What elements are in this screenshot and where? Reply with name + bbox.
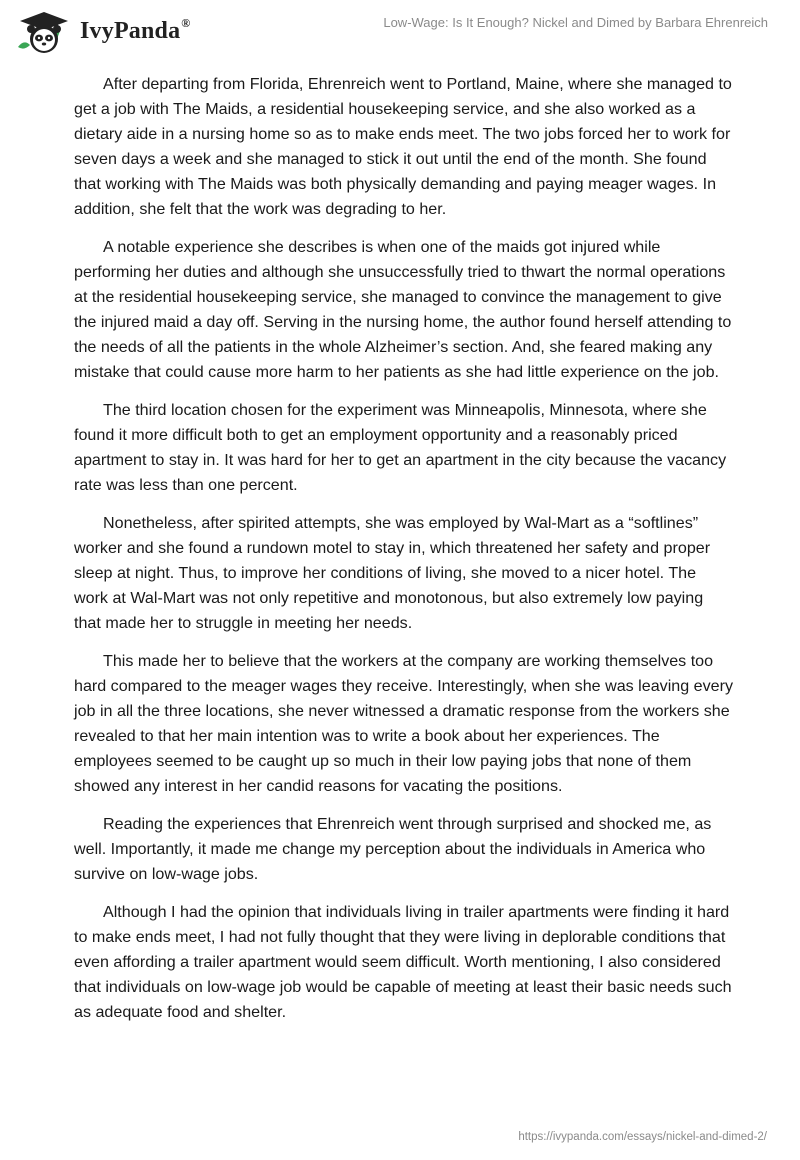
- paragraph: This made her to believe that the workers at the company are working themselves too hard compared to the meager wages they receive. Interestingly, when she was leaving every job in all the three locations, she never witnessed a dramatic response from the workers she revealed to that her main intention was to write a book about her experiences. The employees seemed to be caught up so much in their low paying jobs that none of them showed any interest in her candid reasons for vacating the positions.: [74, 652, 734, 795]
- paragraph: After departing from Florida, Ehrenreich went to Portland, Maine, where she managed to get a job with The Maids, a residential housekeeping service, and she also worked as a dietary aide in a nursing home so as to make ends meet. The two jobs forced her to work for seven days a week and she managed to stick it out until the end of the month. She found that working with The Maids was both physically demanding and paying meager wages. In addition, she felt that the work was degrading to her.: [74, 75, 732, 218]
- document-title: Low-Wage: Is It Enough? Nickel and Dimed by Barbara Ehrenreich: [383, 15, 768, 30]
- brand-text: IvyPanda: [80, 18, 181, 44]
- paragraph: The third location chosen for the experiment was Minneapolis, Minnesota, where she found it more difficult both to get an employment opportunity and a reasonably priced apartment to stay in. It was hard for her to get an apartment in the city because the vacancy rate was less than one percent.: [74, 401, 727, 494]
- page-header: [0, 0, 800, 70]
- brand-name[interactable]: [80, 18, 190, 45]
- essay-body: [74, 72, 734, 1038]
- source-url-link[interactable]: https://ivypanda.com/essays/nickel-and-dimed-2/: [518, 1131, 767, 1143]
- registered-mark: ®: [181, 16, 191, 30]
- panda-graduate-icon[interactable]: [14, 9, 74, 55]
- paragraph: A notable experience she describes is when one of the maids got injured while performing her duties and although she unsuccessfully tried to thwart the normal operations at the residential housekeeping service, she managed to convince the management to give the injured maid a day off. Serving in the nursing home, the author found herself attending to the needs of all the patients in the whole Alzheimer’s section. And, she feared making any mistake that could cause more harm to her patients as she had little experience on the job.: [74, 238, 732, 381]
- paragraph: Reading the experiences that Ehrenreich went through surprised and shocked me, as well. Importantly, it made me change my perception about the individuals in America who survive on low-wage jobs.: [74, 815, 712, 883]
- paragraph: Although I had the opinion that individuals living in trailer apartments were finding it hard to make ends meet, I had not fully thought that they were living in deplorable conditions that even affording a trailer apartment would seem difficult. Worth mentioning, I also considered that individuals on low-wage job would be capable of meeting at least their basic needs such as adequate food and shelter.: [74, 903, 732, 1021]
- paragraph: Nonetheless, after spirited attempts, she was employed by Wal-Mart as a “softlines” worker and she found a rundown motel to stay in, which threatened her safety and proper sleep at night. Thus, to improve her conditions of living, she moved to a nicer hotel. The work at Wal-Mart was not only repetitive and monotonous, but also extremely low paying that made her to struggle in meeting her needs.: [74, 514, 711, 632]
